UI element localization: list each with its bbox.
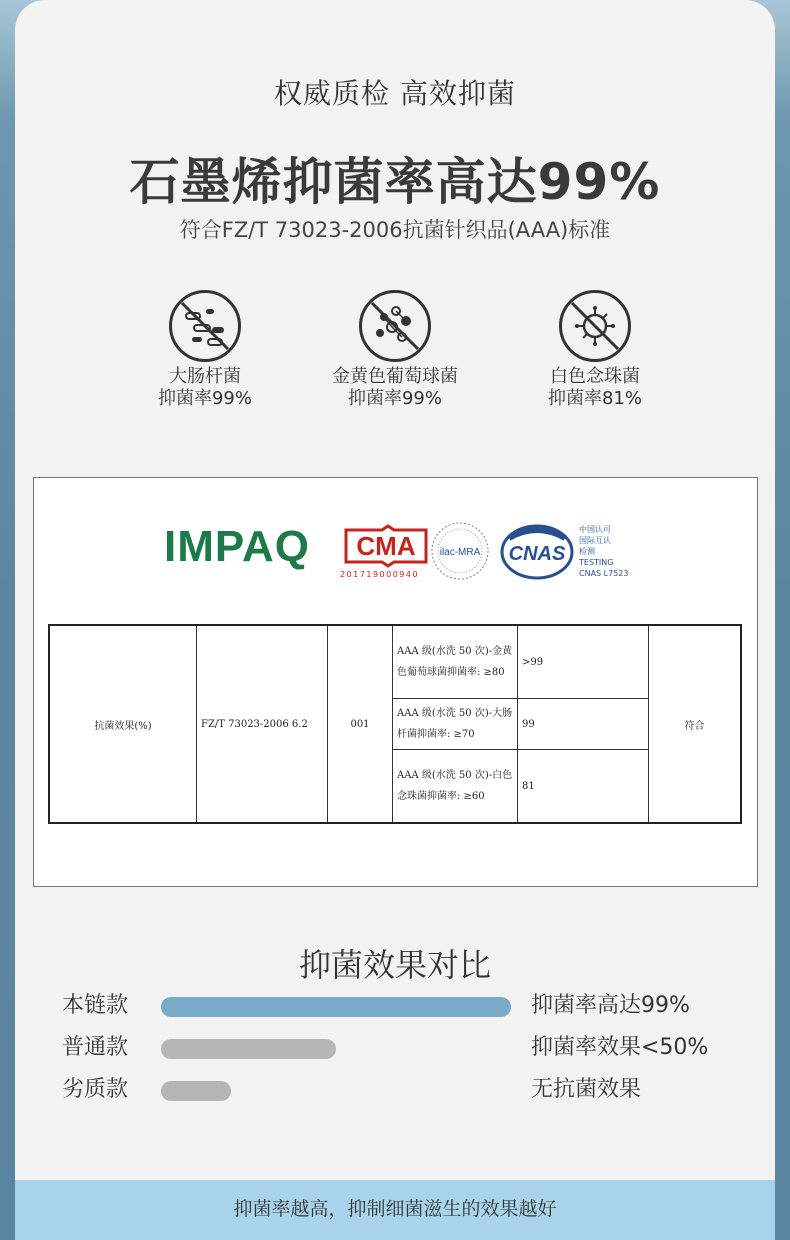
conclusion-cell: 符合 [649, 625, 742, 823]
test-report [33, 477, 758, 887]
compare-result: 无抗菌效果 [531, 1077, 642, 1102]
svg-text:CMA: CMA [356, 531, 416, 561]
svg-text:CNAS: CNAS [508, 543, 566, 565]
test-item: 抗菌效果(%) [49, 625, 197, 823]
page-title: 石墨烯抑菌率高达99% [129, 153, 661, 211]
bacteria-item-staph [305, 290, 485, 410]
cma-number: 201719000940 [340, 570, 420, 579]
footer-banner: 抑菌率越高，抑制细菌滋生的效果越好 [15, 1180, 775, 1240]
result-cell: >99 [518, 625, 649, 699]
compare-result: 抑菌率效果<50% [531, 1035, 709, 1060]
compare-row [15, 1030, 775, 1070]
compare-title: 抑菌效果对比 [298, 946, 491, 984]
bacteria-name: 白色念珠菌 [550, 366, 640, 387]
bacteria-cluster-icon [359, 290, 431, 362]
compare-row [15, 1072, 775, 1112]
compare-result: 抑菌率高达99% [531, 993, 690, 1018]
standard-text: 符合FZ/T 73023-2006抗菌针织品(AAA)标准 [179, 218, 611, 242]
bacteria-rate: 抑菌率99% [347, 388, 442, 409]
certification-logos [34, 518, 757, 588]
bacteria-item-candida [505, 290, 685, 410]
compare-bar [161, 1039, 336, 1059]
test-code: 001 [328, 625, 393, 823]
compare-label: 劣质款 [62, 1077, 129, 1102]
bacteria-rod-icon [169, 290, 241, 362]
result-cell: 99 [518, 699, 649, 750]
ilac-mra-logo [430, 518, 490, 584]
requirement-cell: AAA 级(水洗 50 次)-金黄色葡萄球菌抑菌率: ≥80 [393, 625, 518, 699]
bacteria-name: 大肠杆菌 [169, 366, 241, 387]
bacteria-item-ecoli [115, 290, 295, 410]
product-card [15, 0, 775, 1240]
impaq-logo: IMPAQ [164, 522, 310, 571]
compare-bar [161, 997, 511, 1017]
requirement-cell: AAA 级(水洗 50 次)-白色念珠菌抑菌率: ≥60 [393, 750, 518, 824]
bacteria-rate: 抑菌率81% [547, 388, 642, 409]
test-result-table [48, 624, 742, 824]
compare-label: 本链款 [62, 993, 129, 1018]
cnas-caption: 中国认可 国际互认 检测 TESTING CNAS L7523 [579, 525, 629, 578]
fungus-icon [559, 290, 631, 362]
compare-bar [161, 1081, 231, 1101]
cnas-logo [499, 524, 575, 580]
section-subtitle: 权威质检 高效抑菌 [274, 77, 516, 110]
test-method: FZ/T 73023-2006 6.2 [197, 625, 328, 823]
bacteria-rate: 抑菌率99% [157, 388, 252, 409]
result-cell: 81 [518, 750, 649, 824]
cma-logo [342, 524, 430, 568]
compare-row [15, 988, 775, 1028]
compare-label: 普通款 [62, 1035, 129, 1060]
requirement-cell: AAA 级(水洗 50 次)-大肠杆菌抑菌率: ≥70 [393, 699, 518, 750]
table-row [49, 625, 741, 699]
bacteria-name: 金黄色葡萄球菌 [332, 366, 458, 387]
svg-text:ilac-MRA: ilac-MRA [439, 547, 481, 558]
